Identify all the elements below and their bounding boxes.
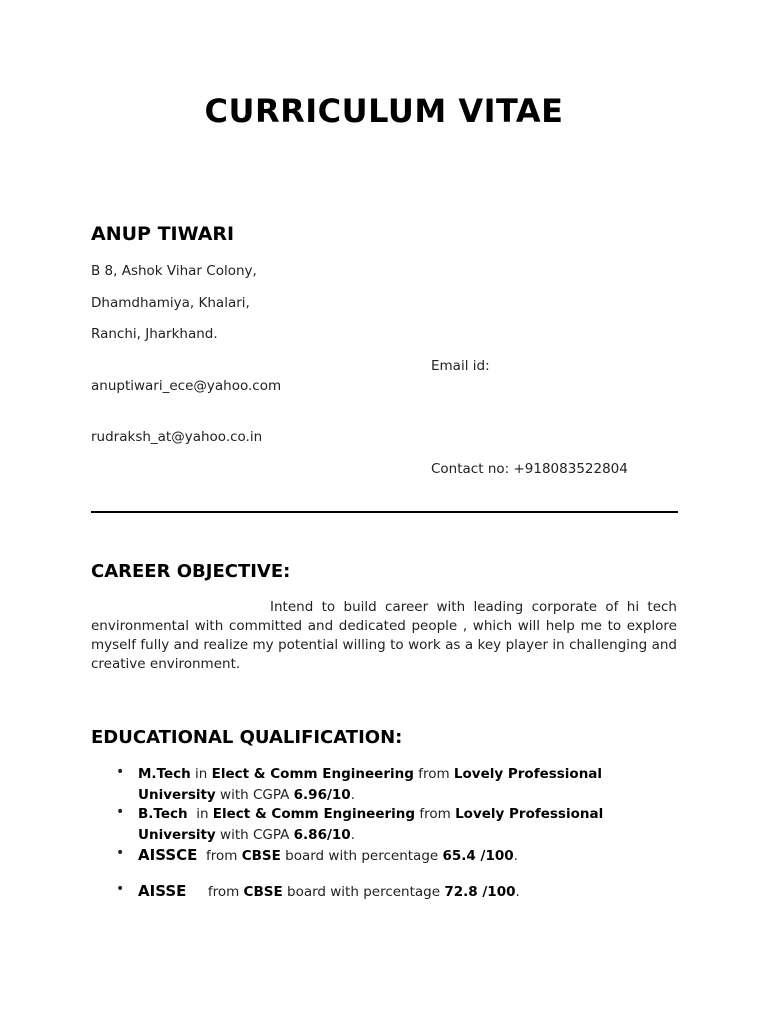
education-heading: EDUCATIONAL QUALIFICATION: (91, 727, 403, 748)
address-line-2: Dhamdhamiya, Khalari, (91, 295, 250, 311)
education-item-aisse (116, 881, 656, 903)
end-punctuation: . (350, 787, 355, 803)
education-item-btech (116, 804, 656, 846)
connector-text: with CGPA (215, 787, 294, 803)
end-punctuation: . (515, 884, 520, 900)
connector-text: in (190, 766, 212, 782)
education-item-aissce (116, 845, 656, 867)
connector-text: from (197, 848, 242, 864)
career-objective-text (91, 598, 677, 674)
email-label: Email id: (431, 358, 490, 374)
email-address-1: anuptiwari_ece@yahoo.com (91, 378, 282, 394)
board-name: CBSE (243, 884, 283, 900)
education-item-mtech (116, 764, 656, 806)
end-punctuation: . (513, 848, 518, 864)
connector-text: board with percentage (282, 884, 445, 900)
connector-text: from (186, 884, 244, 900)
contact-number: Contact no: +918083522804 (431, 461, 628, 477)
degree-name: AISSCE (138, 846, 198, 864)
end-punctuation: . (350, 827, 355, 843)
connector-text: with CGPA (215, 827, 294, 843)
connector-text: board with percentage (280, 848, 443, 864)
score-value: 72.8 /100 (444, 884, 516, 900)
section-divider (91, 511, 678, 513)
field-name: Elect & Comm Engineering (211, 766, 414, 782)
board-name: CBSE (241, 848, 281, 864)
bullet-icon: • (116, 881, 125, 897)
institute-name: Lovely Professional University (138, 806, 604, 843)
degree-name: M.Tech (138, 766, 191, 782)
document-title: CURRICULUM VITAE (204, 92, 564, 130)
score-value: 6.96/10 (293, 787, 351, 803)
email-address-2: rudraksh_at@yahoo.co.in (91, 429, 263, 445)
degree-name: AISSE (138, 882, 187, 900)
address-line-1: B 8, Ashok Vihar Colony, (91, 263, 257, 279)
connector-text: from (415, 806, 456, 822)
career-objective-body: Intend to build career with leading corporate of hi tech environmental with committed and dedicated people , which will help me to explore myself fully and realize my potential willing to work as a key player in challenging and creative environment. (91, 599, 677, 672)
connector-text: in (187, 806, 213, 822)
score-value: 65.4 /100 (442, 848, 514, 864)
score-value: 6.86/10 (293, 827, 351, 843)
career-objective-heading: CAREER OBJECTIVE: (91, 561, 291, 582)
bullet-icon: • (116, 845, 125, 861)
candidate-name: ANUP TIWARI (91, 223, 235, 245)
bullet-icon: • (116, 764, 125, 780)
degree-name: B.Tech (138, 806, 188, 822)
bullet-icon: • (116, 804, 125, 820)
institute-name: Lovely Professional University (138, 766, 603, 803)
connector-text: from (413, 766, 454, 782)
address-line-3: Ranchi, Jharkhand. (91, 326, 218, 342)
field-name: Elect & Comm Engineering (212, 806, 416, 822)
